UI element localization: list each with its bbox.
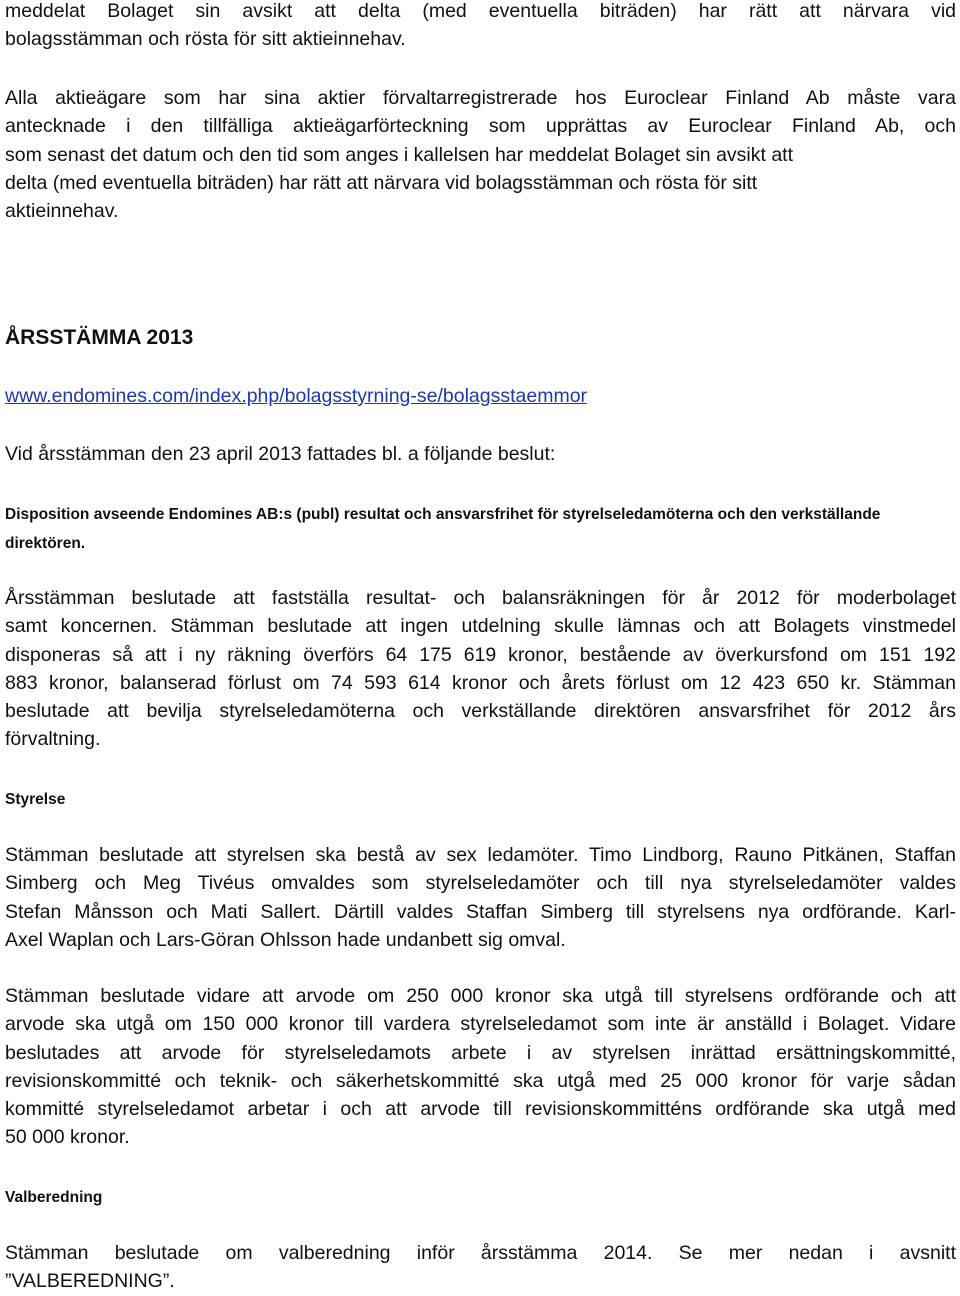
- decisions-intro: Vid årsstämman den 23 april 2013 fattades bl. a följande beslut:: [5, 443, 556, 465]
- text-line: Årsstämman beslutade att fastställa resultat- och balansräkningen för år 2012 för moderbolaget: [5, 587, 956, 609]
- text-line: Stämman beslutade att styrelsen ska bestå av sex ledamöter. Timo Lindborg, Rauno Pitkänen, Staffan: [5, 844, 956, 866]
- text-line: ”VALBEREDNING”.: [5, 1270, 175, 1293]
- text-line: Stefan Månsson och Mati Sallert. Därtill valdes Staffan Simberg till styrelsens nya ordförande. Karl-: [5, 900, 956, 923]
- text-line: beslutade att bevilja styrelseledamöterna och verkställande direktören ansvarsfrihet för 2012 års: [5, 700, 956, 723]
- arvode-paragraph: [5, 982, 956, 1152]
- text-line: bolagsstämman och rösta för sitt aktieinnehav.: [5, 28, 406, 51]
- text-line: beslutades att arvode för styrelseledamots arbete i av styrelsen inrättad ersättningskommitté,: [5, 1041, 956, 1064]
- text-line: Disposition avseende Endomines AB:s (publ) resultat och ansvarsfrihet för styrelseledamöterna och den verkställande: [5, 506, 881, 523]
- text-line: förvaltning.: [5, 728, 101, 751]
- text-line: Stämman beslutade om valberedning inför årsstämma 2014. Se mer nedan i avsnitt: [5, 1242, 956, 1264]
- text-line: direktören.: [5, 535, 86, 552]
- text-line: som senast det datum och den tid som anges i kallelsen har meddelat Bolaget sin avsikt att: [5, 143, 794, 166]
- styrelse-heading: Styrelse: [5, 791, 66, 808]
- disposition-paragraph: [5, 584, 956, 754]
- text-line: Simberg och Meg Tivéus omvaldes som styrelseledamöter och till nya styrelseledamöter valdes: [5, 872, 956, 895]
- intro-top-paragraph: [5, 0, 956, 54]
- text-line: disponeras så att i ny räkning överförs 64 175 619 kronor, bestående av överkursfond om 151 192: [5, 643, 956, 666]
- text-line: antecknade i den tillfälliga aktieägarförteckning som upprättas av Euroclear Finland Ab, och: [5, 115, 956, 138]
- styrelse-paragraph: [5, 841, 956, 954]
- link-row: [5, 382, 956, 410]
- text-line: 50 000 kronor.: [5, 1126, 130, 1149]
- text-line: Axel Waplan och Lars-Göran Ohlsson hade undanbett sig omval.: [5, 928, 566, 951]
- text-line: aktieinnehav.: [5, 200, 119, 223]
- valberedning-paragraph: [5, 1239, 956, 1296]
- text-line: delta (med eventuella biträden) har rätt att närvara vid bolagsstämman och rösta för sitt: [5, 171, 758, 194]
- disposition-heading: [5, 503, 956, 556]
- text-line: arvode ska utgå om 150 000 kronor till vardera styrelseledamot som inte är anställd i Bolaget. Vidare: [5, 1013, 956, 1036]
- text-line: 883 kronor, balanserad förlust om 74 593 614 kronor och årets förlust om 12 423 650 kr. Stämman: [5, 671, 956, 694]
- intro-main-paragraph: [5, 84, 956, 225]
- text-line: revisionskommitté och teknik- och säkerhetskommitté ska utgå med 25 000 kronor för varje sådan: [5, 1069, 956, 1092]
- text-line: Alla aktieägare som har sina aktier förvaltarregistrerade hos Euroclear Finland Ab måste vara: [5, 87, 956, 109]
- section-heading: ÅRSSTÄMMA 2013: [5, 326, 194, 349]
- text-line: meddelat Bolaget sin avsikt att delta (med eventuella biträden) har rätt att närvara vid: [5, 0, 956, 22]
- text-line: Stämman beslutade vidare att arvode om 250 000 kronor ska utgå till styrelsens ordförande och att: [5, 985, 956, 1007]
- bolagsstammor-link[interactable]: www.endomines.com/index.php/bolagsstyrning-se/bolagsstaemmor: [5, 385, 588, 407]
- text-line: samt koncernen. Stämman beslutade att ingen utdelning skulle lämnas och att Bolagets vinstmedel: [5, 615, 956, 638]
- text-line: kommitté styrelseledamot arbetar i och att arvode till revisionskommitténs ordförande ska utgå med: [5, 1098, 956, 1121]
- valberedning-heading: Valberedning: [5, 1189, 103, 1206]
